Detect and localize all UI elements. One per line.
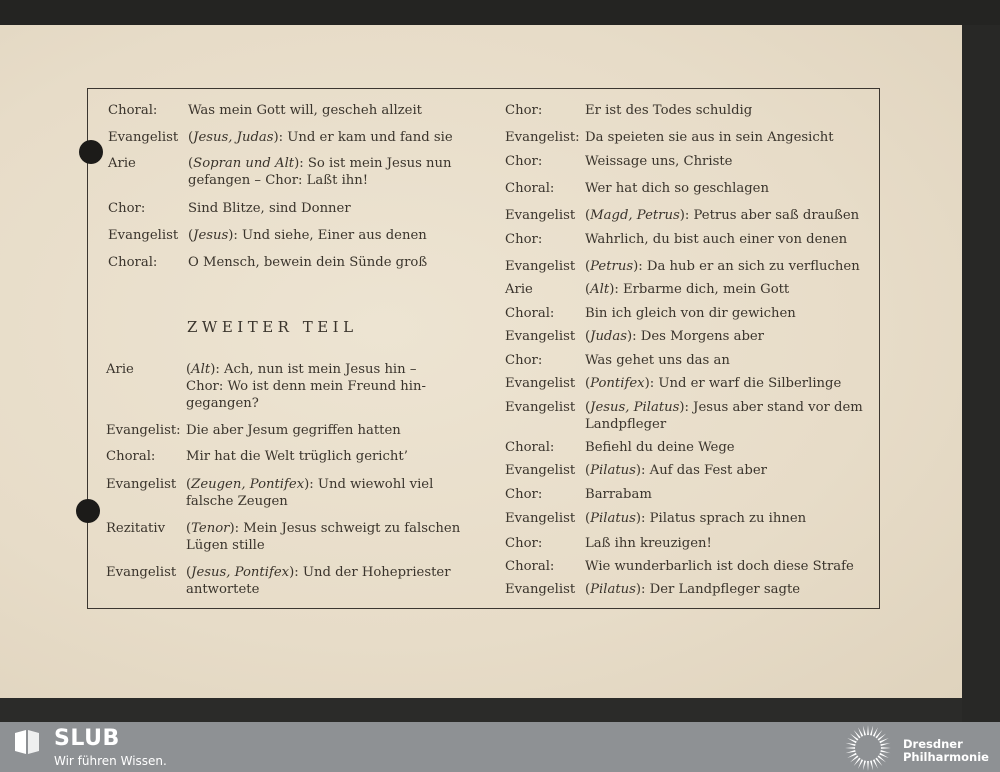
entry-text-line: (Magd, Petrus): Petrus aber saß draußen [585, 208, 860, 223]
sun-ray [863, 726, 866, 736]
entry-text [186, 422, 401, 439]
sun-ray [847, 738, 856, 743]
entry-role: Chor: [108, 201, 146, 216]
entry-text [188, 200, 351, 217]
entry-role: Chor: [505, 536, 543, 551]
entry-role: Evangelist [505, 582, 576, 597]
sun-ray [867, 725, 869, 735]
entry-role: Evangelist: [106, 423, 181, 438]
entry-role: Chor: [505, 487, 543, 502]
entry-text-line: (Zeugen, Pontifex): Und wiewohl viel [186, 477, 434, 492]
section-title: ZWEITER TEIL [187, 318, 358, 336]
entry-text-line: Er ist des Todes schuldig [585, 103, 753, 118]
entry-role: Choral: [108, 255, 158, 270]
entry-text-line: (Alt): Ach, nun ist mein Jesus hin – [186, 362, 417, 377]
entry-text-line: Wie wunderbarlich ist doch diese Strafe [585, 559, 854, 574]
entry-text [188, 102, 422, 119]
philharmonie-name-line2: Philharmonie [903, 750, 989, 764]
philharmonie-name-line1: Dresdner [903, 737, 963, 751]
entry-text-line: (Jesus, Pontifex): Und der Hohepriester [186, 565, 451, 580]
entry-text-line: Bin ich gleich von dir gewichen [585, 306, 796, 321]
sun-ray [880, 750, 890, 753]
entry-role: Evangelist [505, 329, 576, 344]
entry-text-line: (Pilatus): Der Landpfleger sagte [585, 582, 801, 597]
sun-ray [845, 747, 855, 749]
entry-text-line: Die aber Jesum gegriffen hatten [186, 423, 401, 438]
entry-text-line: gegangen? [186, 396, 259, 411]
sun-ray [873, 759, 878, 768]
entry-text [188, 227, 427, 244]
entry-text-line: (Alt): Erbarme dich, mein Gott [585, 282, 790, 297]
entry-role: Evangelist [505, 259, 576, 274]
entry-text [585, 207, 859, 224]
entry-role: Evangelist [505, 208, 576, 223]
entry-text-line: (Pontifex): Und er warf die Silberlinge [585, 376, 842, 391]
entry-role: Choral: [505, 440, 555, 455]
entry-text-line: Was gehet uns das an [585, 353, 730, 368]
sun-ray [870, 726, 873, 736]
sun-ray [881, 747, 891, 749]
entry-role: Evangelist [108, 228, 179, 243]
entry-role: Chor: [505, 154, 543, 169]
entry-text [585, 352, 730, 369]
entry-role: Arie [108, 156, 136, 171]
entry-role: Choral: [505, 306, 555, 321]
entry-role: Rezitativ [106, 521, 166, 536]
sun-ray [847, 753, 856, 758]
entry-text [186, 520, 460, 554]
entry-text-line: (Judas): Des Morgens aber [585, 329, 764, 344]
entry-text-line: Wahrlich, du bist auch einer von denen [585, 232, 848, 247]
sun-ray [858, 727, 863, 736]
entry-text [585, 510, 806, 527]
entry-role: Chor: [505, 353, 543, 368]
entry-role: Evangelist: [505, 130, 580, 145]
entry-text-line: Weissage uns, Christe [585, 154, 733, 169]
entry-role: Evangelist [505, 463, 576, 478]
entry-role: Arie [505, 282, 533, 297]
entry-text-line: Mir hat die Welt trüglich gericht’ [186, 449, 408, 464]
entry-text-line: (Jesus, Judas): Und er kam und fand sie [188, 130, 453, 145]
entry-text-line: Befiehl du deine Wege [585, 440, 735, 455]
entry-role: Evangelist [106, 477, 177, 492]
scan-right-border [962, 25, 1000, 722]
entry-text-line: (Sopran und Alt): So ist mein Jesus nun [188, 156, 452, 171]
entry-role: Chor: [505, 232, 543, 247]
entry-text-line: (Pilatus): Auf das Fest aber [585, 463, 767, 478]
entry-role: Choral: [106, 449, 156, 464]
entry-text [186, 564, 451, 598]
entry-text-line: O Mensch, bewein dein Sünde groß [188, 255, 428, 270]
sun-ray [870, 760, 873, 770]
punch-hole-bottom [76, 499, 100, 523]
slub-book-icon [12, 727, 42, 757]
entry-text [585, 439, 735, 456]
sun-ray [867, 761, 869, 771]
entry-text [585, 558, 854, 575]
entry-role: Choral: [505, 559, 555, 574]
sun-ray [873, 727, 878, 736]
entry-text [585, 231, 847, 248]
entry-text [186, 361, 426, 412]
entry-text [188, 155, 452, 189]
sun-ray [846, 743, 856, 746]
entry-text-line: (Pilatus): Pilatus sprach zu ihnen [585, 511, 807, 526]
sun-ray [863, 760, 866, 770]
entry-text [585, 258, 860, 275]
entry-text-line: (Petrus): Da hub er an sich zu verfluchen [585, 259, 860, 274]
entry-text [585, 375, 841, 392]
sun-ray [880, 743, 890, 746]
slub-name: SLUB [54, 726, 120, 751]
entry-role: Choral: [505, 181, 555, 196]
entry-text-line: Landpfleger [585, 417, 667, 432]
entry-text-line: antwortete [186, 582, 260, 597]
entry-role: Evangelist [108, 130, 179, 145]
entry-text-line: Lügen stille [186, 538, 265, 553]
entry-text-line: Barrabam [585, 487, 652, 502]
entry-text [585, 102, 752, 119]
entry-role: Choral: [108, 103, 158, 118]
entry-text-line: Da speieten sie aus in sein Angesicht [585, 130, 834, 145]
scan-top-border [0, 0, 1000, 28]
entry-text [585, 153, 732, 170]
entry-text [186, 448, 408, 465]
entry-text [186, 476, 433, 510]
sun-ray [846, 750, 856, 753]
entry-text-line: Was mein Gott will, gescheh allzeit [188, 103, 422, 118]
entry-role: Evangelist [505, 376, 576, 391]
philharmonie-name [903, 738, 989, 764]
sun-ray [879, 753, 888, 758]
punch-hole-top [79, 140, 103, 164]
entry-text [585, 581, 800, 598]
entry-text [585, 281, 789, 298]
entry-role: Chor: [505, 103, 543, 118]
sun-ray [858, 759, 863, 768]
entry-text-line: Sind Blitze, sind Donner [188, 201, 351, 216]
entry-role: Arie [106, 362, 134, 377]
entry-text-line: gefangen – Chor: Laßt ihn! [188, 173, 369, 188]
entry-text [585, 462, 767, 479]
entry-text [585, 486, 652, 503]
entry-text [188, 254, 427, 271]
entry-text-line: (Jesus): Und siehe, Einer aus denen [188, 228, 427, 243]
entry-role: Evangelist [505, 511, 576, 526]
sun-ray [879, 738, 888, 743]
entry-text [585, 180, 769, 197]
entry-role: Evangelist [106, 565, 177, 580]
entry-role: Evangelist [505, 400, 576, 415]
entry-text [585, 535, 712, 552]
entry-text-line: Wer hat dich so geschlagen [585, 181, 769, 196]
philharmonie-sun-logo [842, 724, 894, 772]
entry-text [188, 129, 453, 146]
entry-text-line: Laß ihn kreuzigen! [585, 536, 712, 551]
entry-text-line: (Tenor): Mein Jesus schweigt zu falschen [186, 521, 461, 536]
entry-text-line: falsche Zeugen [186, 494, 288, 509]
entry-text [585, 305, 796, 322]
entry-text-line: (Jesus, Pilatus): Jesus aber stand vor dem [585, 400, 863, 415]
slub-tagline: Wir führen Wissen. [54, 754, 167, 768]
entry-text [585, 328, 764, 345]
entry-text-line: Chor: Wo ist denn mein Freund hin- [186, 379, 426, 394]
entry-text [585, 129, 834, 146]
entry-text [585, 399, 863, 433]
